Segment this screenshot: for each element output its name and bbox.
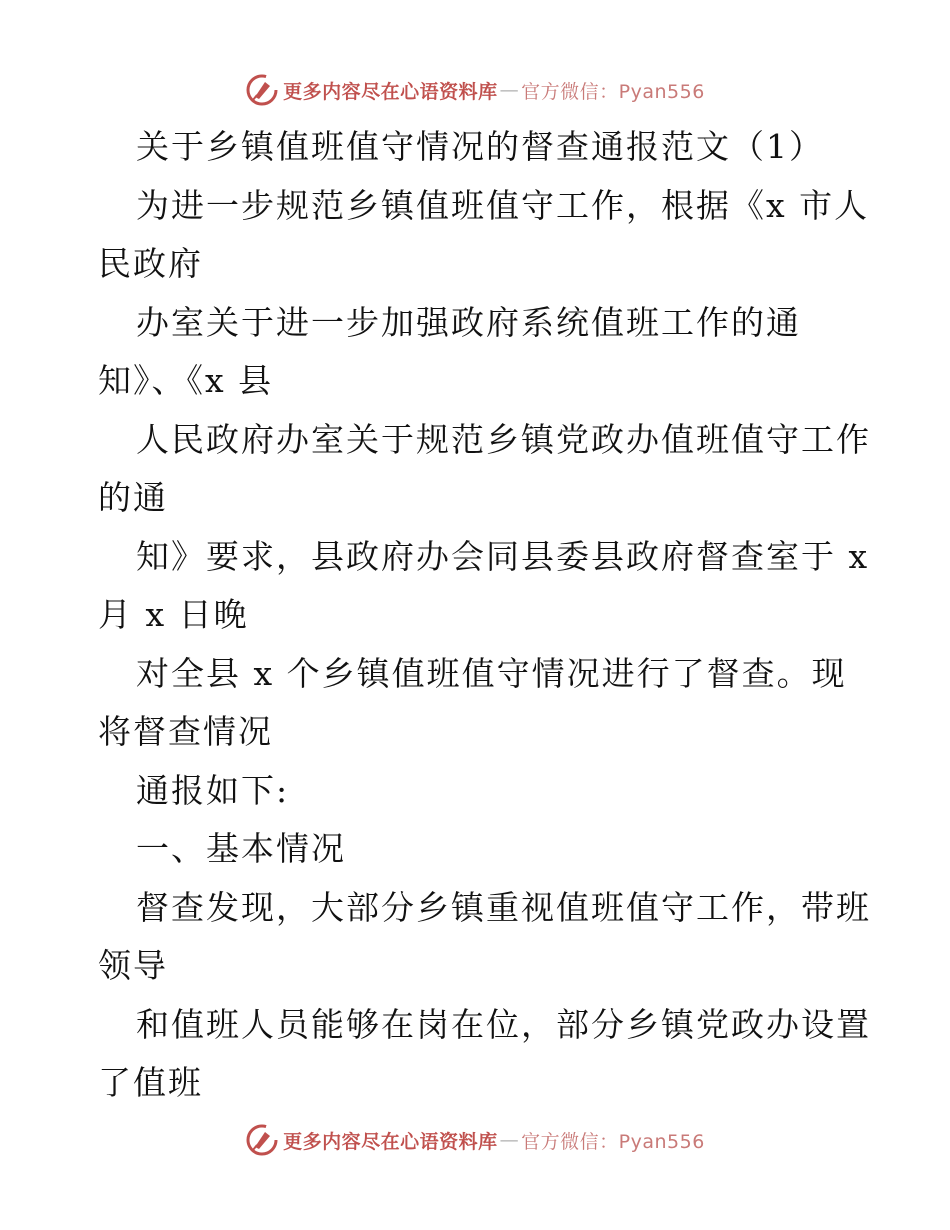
pen-nib-icon [245, 73, 279, 107]
paragraph-line: 知》要求，县政府办会同县委县政府督查室于 x [136, 536, 870, 576]
paragraph-line: 领导 [98, 946, 168, 985]
paragraph-line: 民政府 [98, 244, 203, 283]
section-heading: 一、基本情况 [136, 829, 346, 868]
paragraph-line: 知》、《x 县 [98, 361, 274, 400]
paragraph-line: 为进一步规范乡镇值班值守工作，根据《x 市人 [136, 185, 870, 225]
paragraph-line: 和值班人员能够在岗在位，部分乡镇党政办设置 [136, 1004, 871, 1044]
watermark-dash: — [499, 1129, 520, 1151]
paragraph-line: 办室关于进一步加强政府系统值班工作的通 [136, 302, 801, 342]
paragraph-line: 了值班 [98, 1063, 203, 1102]
paragraph-line: 督查发现，大部分乡镇重视值班值守工作，带班 [136, 887, 871, 927]
paragraph-line: 的通 [98, 478, 168, 517]
document-title: 关于乡镇值班值守情况的督查通报范文（1） [136, 127, 824, 166]
watermark-brand: 更多内容尽在心语资料库 [283, 1130, 498, 1153]
watermark-contact: 官方微信：Pyan556 [521, 1130, 705, 1153]
paragraph-line: 人民政府办室关于规范乡镇党政办值班值守工作 [136, 419, 871, 459]
footer-watermark [0, 1120, 950, 1160]
paragraph-line: 通报如下: [136, 770, 290, 810]
header-watermark [0, 70, 950, 110]
pen-nib-icon [245, 1123, 279, 1157]
paragraph-line: 月 x 日晚 [98, 595, 249, 634]
watermark-brand: 更多内容尽在心语资料库 [283, 80, 498, 103]
watermark-dash: — [499, 79, 520, 101]
paragraph-line: 对全县 x 个乡镇值班值守情况进行了督查。现 [136, 653, 847, 693]
watermark-contact: 官方微信：Pyan556 [521, 80, 705, 103]
paragraph-line: 将督查情况 [98, 712, 273, 751]
document-body [98, 118, 871, 1113]
